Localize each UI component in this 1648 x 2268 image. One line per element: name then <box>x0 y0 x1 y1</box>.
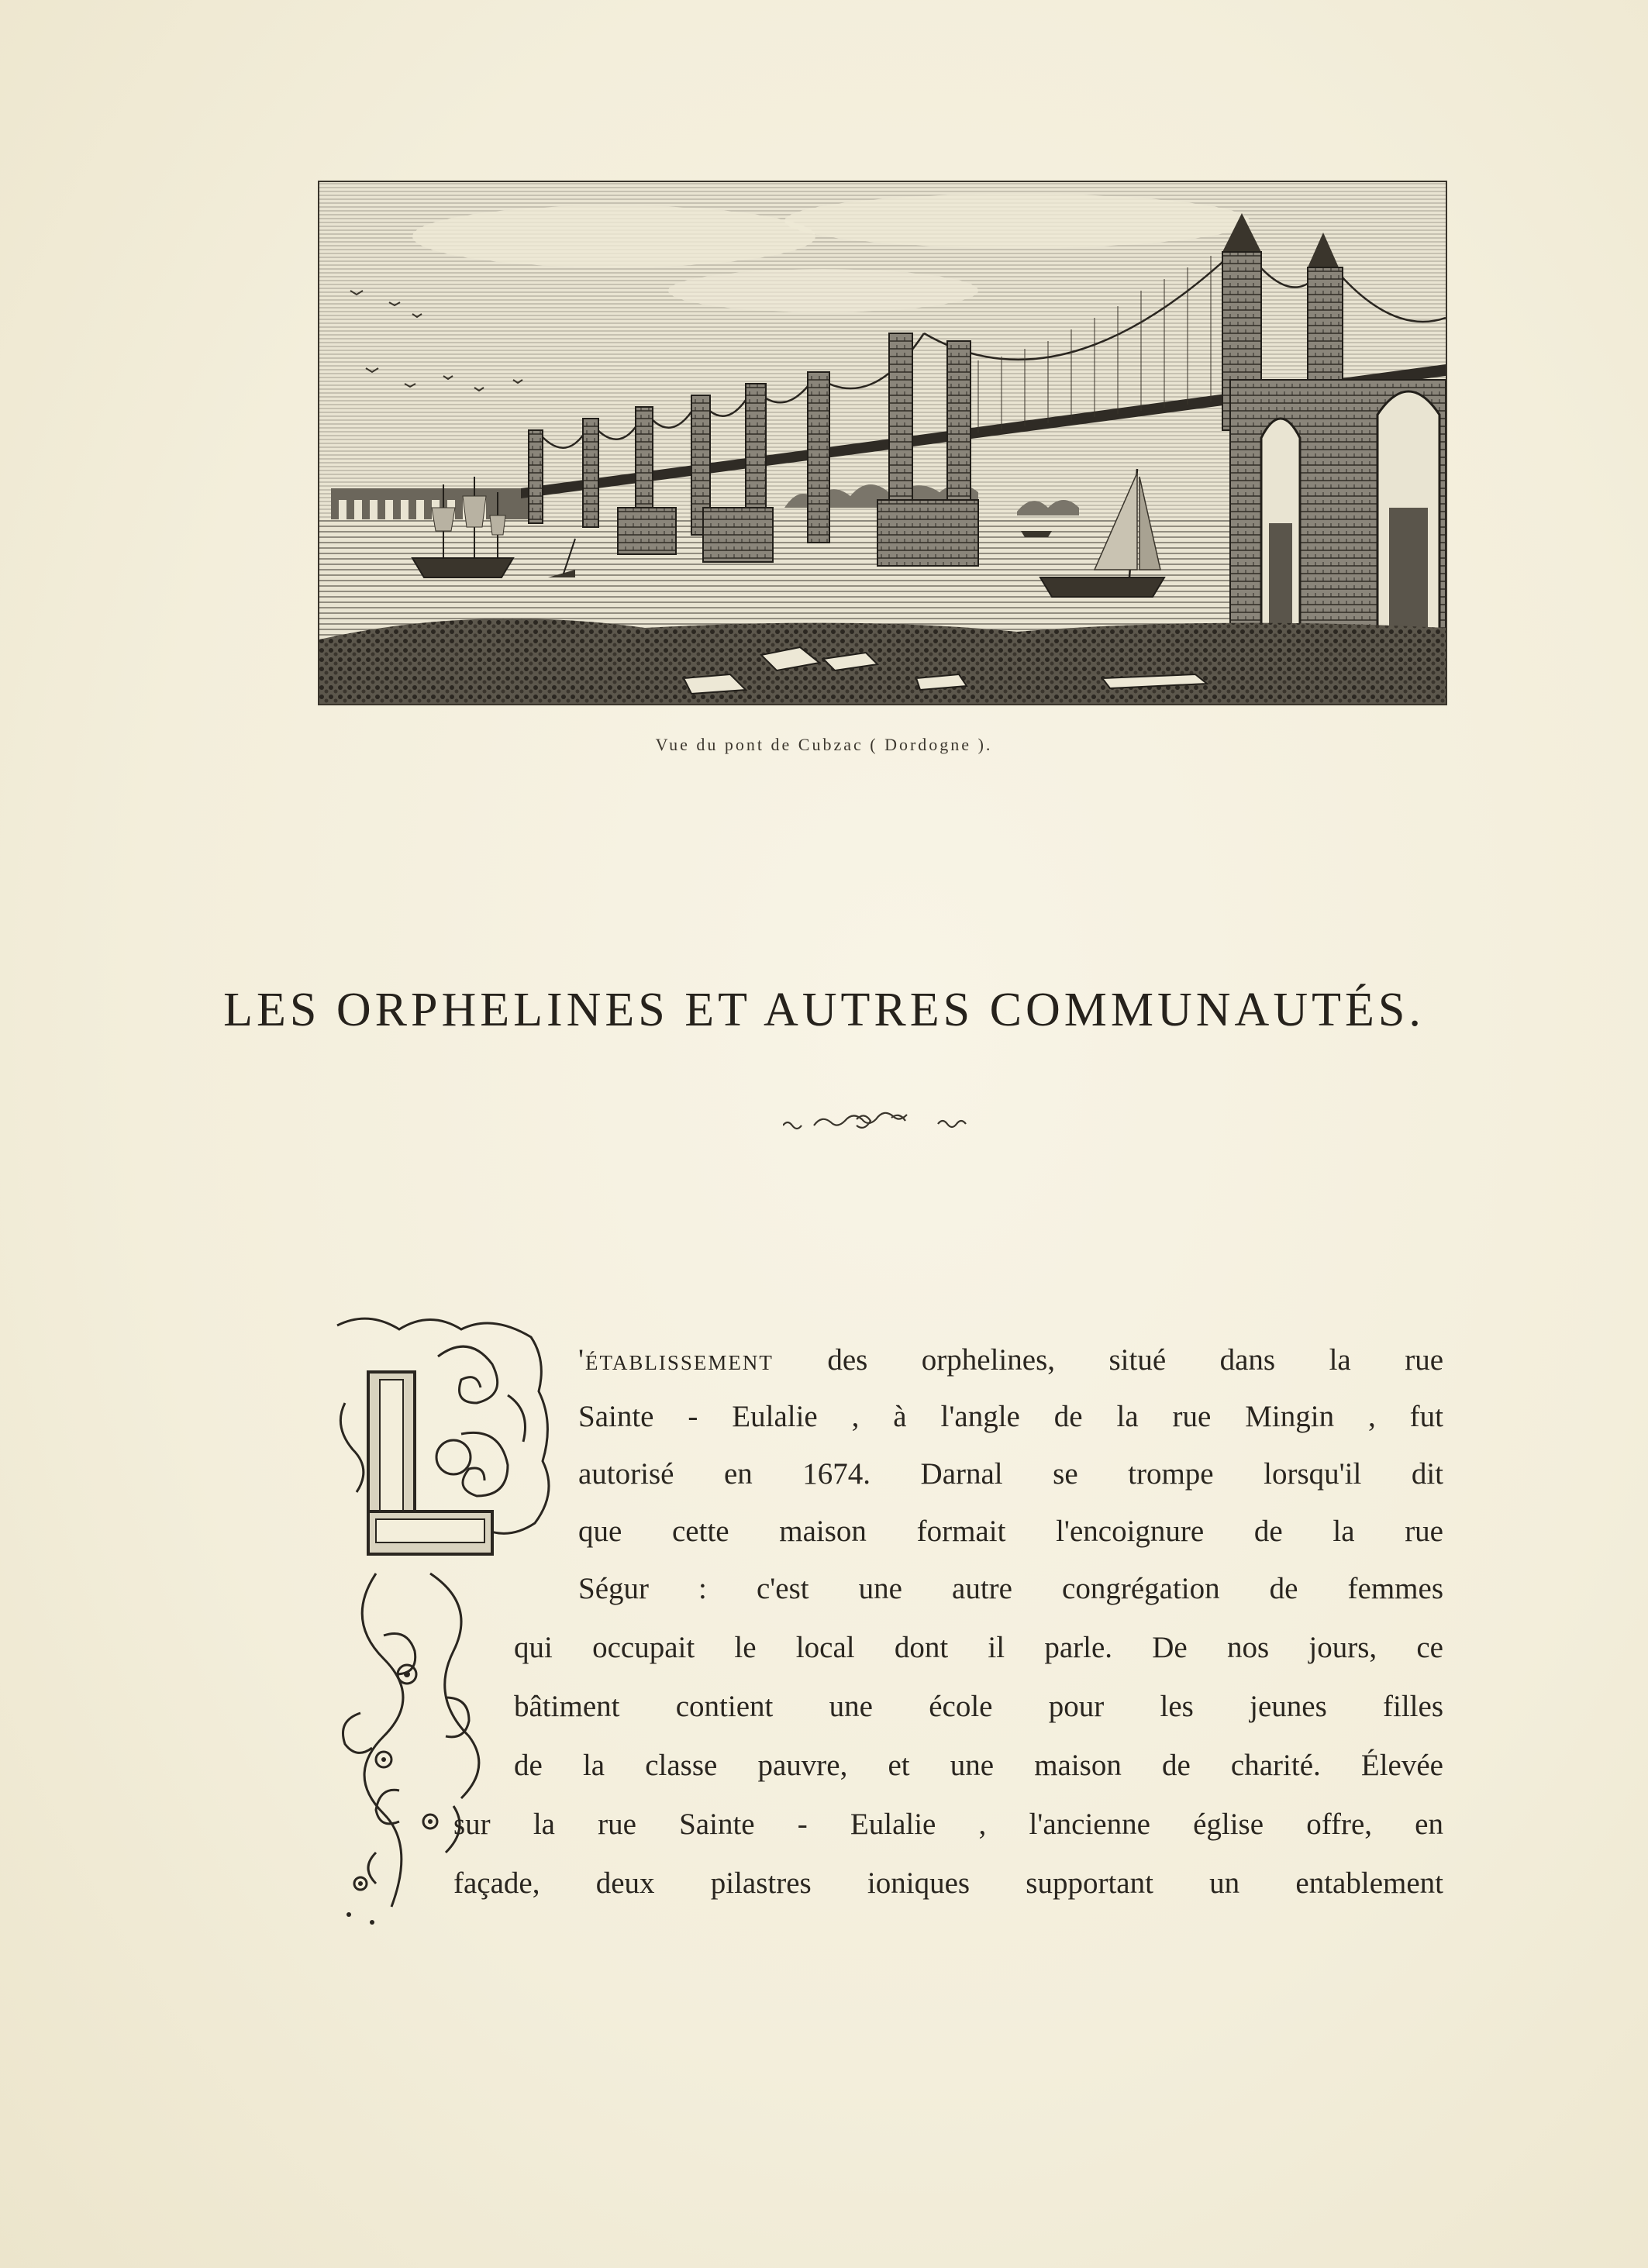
decorative-flourish-icon <box>783 1108 969 1139</box>
body-line-1-lead: 'établissement <box>578 1343 774 1377</box>
body-line-4: que cette maison formait l'encoignure de la rue <box>578 1515 1443 1548</box>
body-line-7: bâtiment contient une école pour les jeunes filles <box>514 1690 1443 1723</box>
body-line-2: Sainte - Eulalie , à l'angle de la rue Mingin , fut <box>578 1400 1443 1433</box>
bridge-engraving <box>318 181 1447 705</box>
chapter-title: LES ORPHELINES ET AUTRES COMMUNAUTÉS. <box>223 983 1425 1036</box>
bridge-illustration-icon <box>319 182 1446 704</box>
body-line-8: de la classe pauvre, et une maison de charité. Élevée <box>514 1749 1443 1782</box>
figure-caption: Vue du pont de Cubzac ( Dordogne ). <box>655 735 993 754</box>
body-line-3: autorisé en 1674. Darnal se trompe lorsqu'il dit <box>578 1457 1443 1491</box>
body-line-6: qui occupait le local dont il parle. De nos jours, ce <box>514 1631 1443 1664</box>
body-line-1-rest: des orphelines, situé dans la rue <box>773 1343 1443 1377</box>
body-line-10: façade, deux pilastres ioniques supportant un entablement <box>453 1866 1443 1900</box>
body-line-5: Ségur : c'est une autre congrégation de femmes <box>578 1572 1443 1605</box>
body-line-1 <box>578 1345 1443 1375</box>
body-line-9: sur la rue Sainte - Eulalie , l'ancienne église offre, en <box>453 1808 1443 1841</box>
